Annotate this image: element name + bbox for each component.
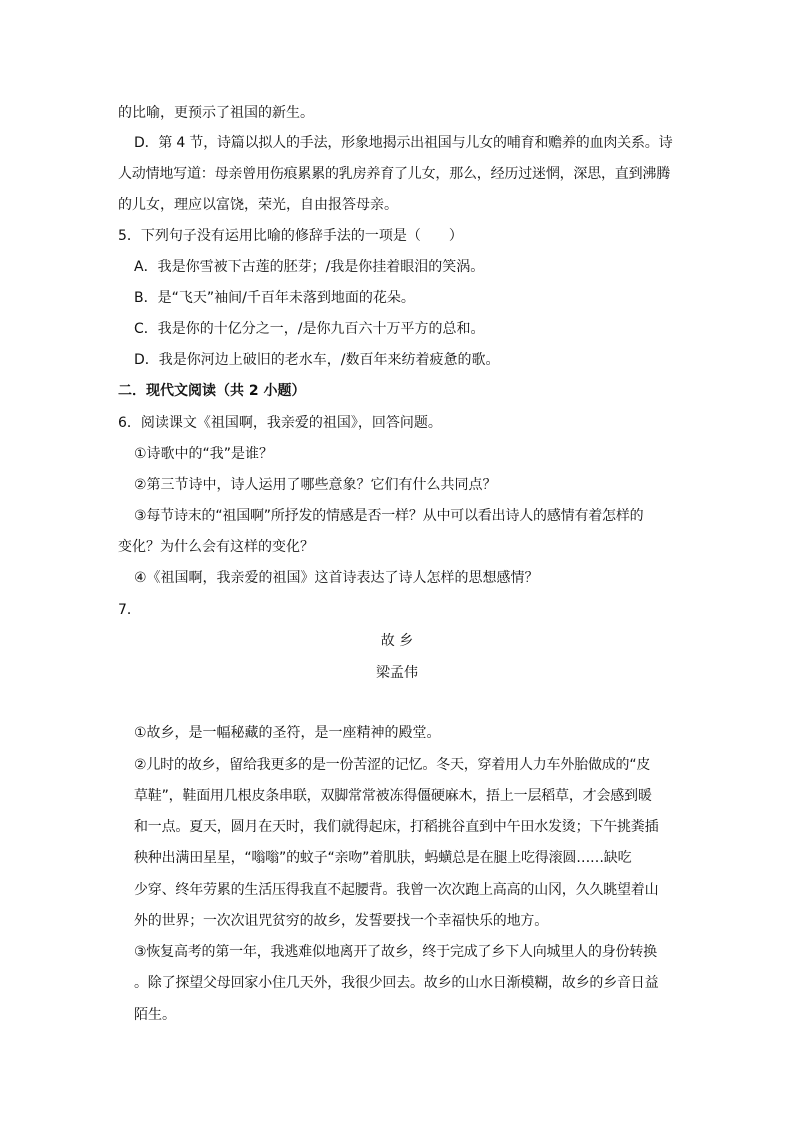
sub-question-2: ②第三节诗中，诗人运用了哪些意象？它们有什么共同点？ — [134, 477, 497, 493]
sub-question-1: ①诗歌中的“我”是谁？ — [134, 446, 274, 462]
text-line: 人动情地写道：母亲曾用伤痕累累的乳房养育了儿女，那么，经历过迷惘，深思，直到沸腾 — [118, 166, 670, 182]
section-heading: 二．现代文阅读（共 2 小题） — [118, 383, 306, 399]
paragraph-2: ②儿时的故乡，留给我更多的是一份苦涩的记忆。冬天，穿着用人力车外胎做成的“皮 — [134, 757, 651, 773]
text-line: 的儿女，理应以富饶，荣光，自由报答母亲。 — [118, 197, 398, 213]
option-b: B．是“飞天”袖间/千百年未落到地面的花朵。 — [134, 290, 415, 306]
option-d-text: D．第 4 节，诗篇以拟人的手法，形象地揭示出祖国与儿女的哺育和赡养的血肉关系。诗 — [134, 135, 673, 151]
sub-question-3: ③每节诗末的“祖国啊”所抒发的情感是否一样？从中可以看出诗人的感情有着怎样的 — [134, 508, 644, 524]
text-line: 陌生。 — [134, 1007, 176, 1023]
passage-author: 梁孟伟 — [376, 665, 418, 681]
text-line: 的比喻，更预示了祖国的新生。 — [118, 105, 314, 121]
question-6: 6．阅读课文《祖国啊，我亲爱的祖国》，回答问题。 — [118, 415, 442, 431]
text-line: 。除了探望父母回家小住几天外，我很少回去。故乡的山水日渐模糊，故乡的乡音日益 — [134, 975, 659, 991]
passage-title: 故 乡 — [380, 633, 414, 649]
text-line: 少穿、终年劳累的生活压得我直不起腰背。我曾一次次跑上高高的山冈，久久眺望着山 — [134, 882, 659, 898]
text-line: 秧种出满田星星，“嗡嗡”的蚊子“亲吻”着肌肤，蚂蟥总是在腿上吃得滚圆……缺吃 — [134, 850, 632, 866]
text-line: 外的世界；一次次诅咒贫穷的故乡，发誓要找一个幸福快乐的地方。 — [134, 913, 548, 929]
option-c: C．我是你的十亿分之一，/是你九百六十万平方的总和。 — [134, 321, 485, 337]
option-d: D．我是你河边上破旧的老水车，/数百年来纺着疲惫的歌。 — [134, 352, 500, 368]
text-line: 草鞋”，鞋面用几根皮条串联，双脚常常被冻得僵硬麻木，捂上一层稻草，才会感到暖 — [134, 788, 652, 804]
text-line: 和一点。夏天，圆月在天时，我们就得起床，打稻挑谷直到中午田水发烫；下午挑粪插 — [134, 819, 659, 835]
paragraph-1: ①故乡，是一幅秘藏的圣符，是一座精神的殿堂。 — [134, 725, 441, 741]
option-a: A．我是你雪被下古莲的胚芽；/我是你挂着眼泪的笑涡。 — [134, 259, 485, 275]
question-7: 7． — [118, 602, 141, 618]
paragraph-3: ③恢复高考的第一年，我逃难似地离开了故乡，终于完成了乡下人向城里人的身份转换 — [134, 944, 657, 960]
question-5: 5．下列句子没有运用比喻的修辞手法的一项是（ ） — [118, 228, 463, 244]
sub-question-4: ④《祖国啊，我亲爱的祖国》这首诗表达了诗人怎样的思想感情？ — [134, 570, 539, 586]
text-line: 变化？为什么会有这样的变化？ — [118, 539, 314, 555]
